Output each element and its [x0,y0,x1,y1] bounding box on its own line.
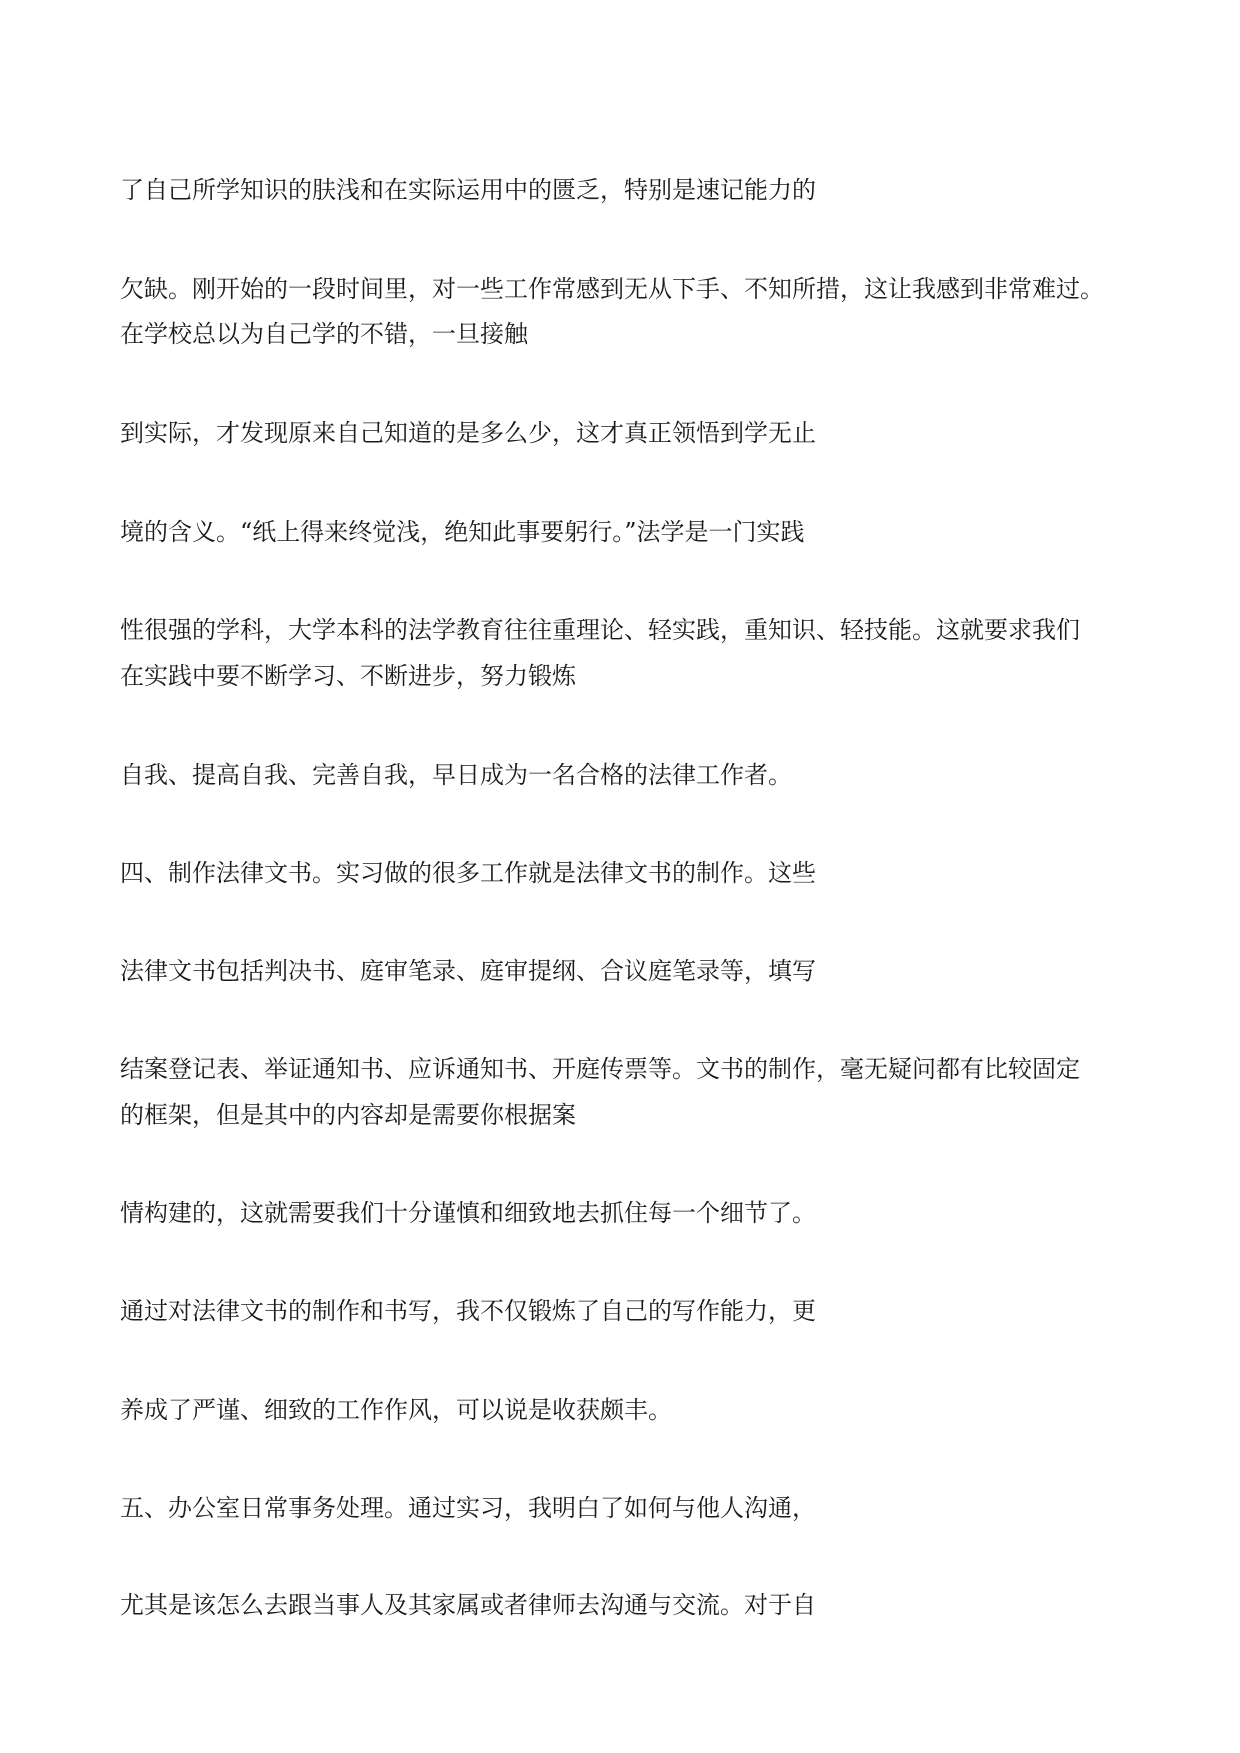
text-line: 在实践中要不断学习、不断进步，努力锻炼 [120,662,576,690]
text-line: 境的含义。“纸上得来终觉浅，绝知此事要躬行。”法学是一门实践 [120,518,805,546]
text-line: 了自己所学知识的肤浅和在实际运用中的匮乏，特别是速记能力的 [120,176,816,204]
text-line: 欠缺。刚开始的一段时间里，对一些工作常感到无从下手、不知所措，这让我感到非常难过。 [120,275,1104,303]
text-line: 的框架，但是其中的内容却是需要你根据案 [120,1101,576,1129]
text-line: 尤其是该怎么去跟当事人及其家属或者律师去沟通与交流。对于自 [120,1591,816,1619]
section-heading-line: 四、制作法律文书。实习做的很多工作就是法律文书的制作。这些 [120,859,816,887]
text-line: 法律文书包括判决书、庭审笔录、庭审提纲、合议庭笔录等，填写 [120,957,816,985]
section-heading-line: 五、办公室日常事务处理。通过实习，我明白了如何与他人沟通， [120,1494,816,1522]
text-line: 在学校总以为自己学的不错，一旦接触 [120,320,528,348]
text-line: 情构建的，这就需要我们十分谨慎和细致地去抓住每一个细节了。 [120,1199,816,1227]
text-line: 养成了严谨、细致的工作作风，可以说是收获颇丰。 [120,1396,672,1424]
text-line: 到实际，才发现原来自己知道的是多么少，这才真正领悟到学无止 [120,419,816,447]
text-line: 通过对法律文书的制作和书写，我不仅锻炼了自己的写作能力，更 [120,1297,816,1325]
text-line: 性很强的学科，大学本科的法学教育往往重理论、轻实践，重知识、轻技能。这就要求我们 [120,616,1080,644]
text-line: 自我、提高自我、完善自我，早日成为一名合格的法律工作者。 [120,761,792,789]
text-line: 结案登记表、举证通知书、应诉通知书、开庭传票等。文书的制作，毫无疑问都有比较固定 [120,1055,1080,1083]
